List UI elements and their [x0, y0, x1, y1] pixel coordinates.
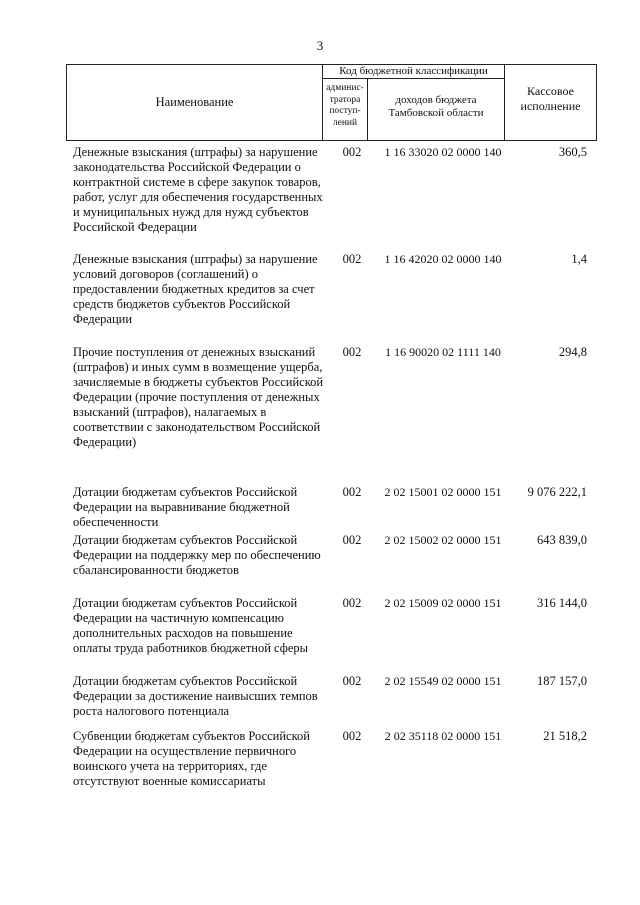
row-code: 2 02 35118 02 0000 151	[384, 729, 502, 743]
row-name: Дотации бюджетам субъектов Российской Федерации за достижение наивысших темпов роста налогового потенциала	[73, 674, 318, 718]
row-amount: 316 144,0	[537, 596, 587, 610]
row-admin: 002	[342, 596, 362, 610]
row-amount: 1,4	[571, 252, 587, 266]
row-name: Дотации бюджетам субъектов Российской Федерации на поддержку мер по обеспечению сбалансированности бюджетов	[73, 533, 321, 577]
row-name: Прочие поступления от денежных взысканий (штрафов) и иных сумм в возмещение ущерба, зачисляемые в бюджеты субъектов Российской Федерации (прочие поступления от денежных взысканий (штрафов), налагаемых в соответствии с законодательством Российской Федерации)	[73, 345, 324, 449]
row-name: Дотации бюджетам субъектов Российской Федерации на частичную компенсацию дополнительных расходов на повышение оплаты труда работников бюджетной сферы	[73, 596, 309, 655]
row-name: Дотации бюджетам субъектов Российской Федерации на выравнивание бюджетной обеспеченности	[73, 485, 298, 529]
row-amount: 187 157,0	[537, 674, 587, 688]
row-code: 2 02 15549 02 0000 151	[384, 674, 502, 688]
page-number: 3	[316, 38, 324, 53]
row-admin: 002	[342, 485, 362, 499]
row-amount: 21 518,2	[543, 729, 587, 743]
table-header	[66, 64, 597, 141]
row-code: 1 16 42020 02 0000 140	[384, 252, 502, 266]
header-execution: Кассовое исполнение	[504, 64, 597, 141]
row-admin: 002	[342, 729, 362, 743]
row-code: 1 16 33020 02 0000 140	[384, 145, 502, 159]
row-name: Денежные взыскания (штрафы) за нарушение законодательства Российской Федерации о контрактной системе в сфере закупок товаров, работ, услуг для обеспечения государственных и муниципальных нужд для нужд субъектов Российской Федерации	[73, 145, 323, 234]
row-code: 1 16 90020 02 1111 140	[385, 345, 501, 359]
header-income-code: доходов бюджета Тамбовской области	[367, 78, 505, 141]
row-amount: 294,8	[558, 345, 587, 359]
row-amount: 643 839,0	[537, 533, 587, 547]
row-admin: 002	[342, 145, 362, 159]
row-amount: 360,5	[558, 145, 587, 159]
row-admin: 002	[342, 674, 362, 688]
row-name: Субвенции бюджетам субъектов Российской Федерации на осуществление первичного воинского учета на территориях, где отсутствуют военные комиссариаты	[73, 729, 310, 788]
header-name: Наименование	[66, 64, 323, 141]
header-admin: админис-тратора поступ-лений	[322, 78, 368, 141]
row-name: Денежные взыскания (штрафы) за нарушение условий договоров (соглашений) о предоставлении бюджетных кредитов за счет средств бюджетов субъектов Российской Федерации	[73, 252, 318, 326]
row-code: 2 02 15002 02 0000 151	[384, 533, 502, 547]
header-classification-group: Код бюджетной классификации	[322, 64, 505, 79]
row-admin: 002	[342, 533, 362, 547]
row-admin: 002	[342, 345, 362, 359]
row-admin: 002	[342, 252, 362, 266]
row-code: 2 02 15009 02 0000 151	[384, 596, 502, 610]
row-amount: 9 076 222,1	[527, 485, 587, 499]
row-code: 2 02 15001 02 0000 151	[384, 485, 502, 499]
